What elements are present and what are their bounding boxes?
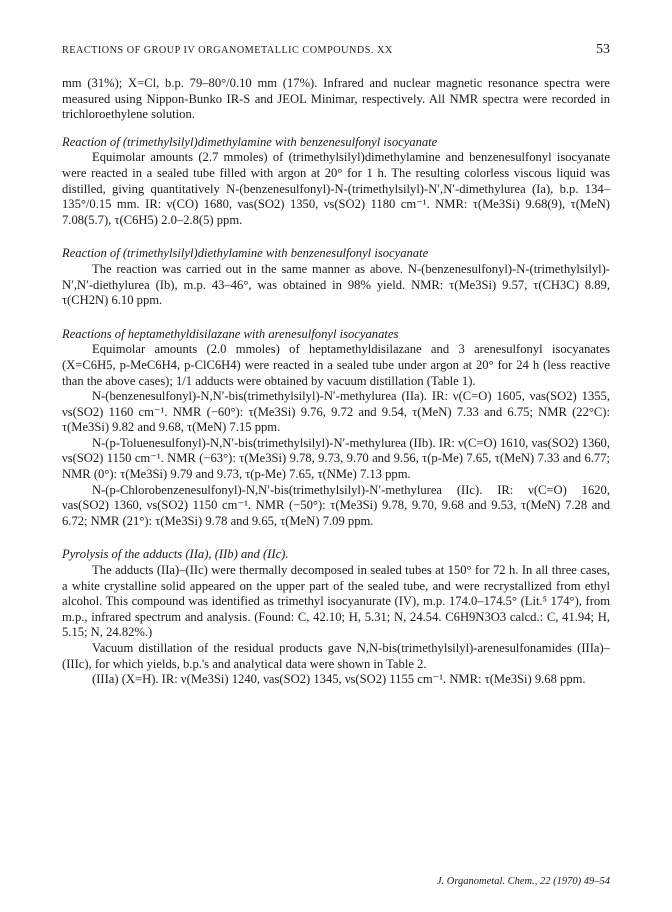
page-number: 53 [596,42,610,57]
section-heading: Reaction of (trimethylsilyl)dimethylamine with benzenesulfonyl isocyanate [62,134,438,149]
paragraph: Equimolar amounts (2.0 mmoles) of heptamethyldisilazane and 3 arenesulfonyl isocyanates (X=C6H5, p-MeC6H4, p-ClC6H4) were reacted in a sealed tube under argon at 20° for 24 h (less reactive than the above cases); 1/1 adducts were obtained by vacuum distillation (Table 1). [62,342,610,388]
paragraph: N-(p-Toluenesulfonyl)-N,N′-bis(trimethylsilyl)-N′-methylurea (IIb). IR: ν(C=O) 1610, νas(SO2) 1360, νs(SO2) 1150 cm⁻¹. NMR (−63°): τ(Me3Si) 9.78, 9.73, 9.70 and 9.56, τ(p-Me) 7.65, τ(MeN) 7.33 and 6.77; NMR (0°): τ(Me3Si) 9.79 and 9.73, τ(p-Me) 7.65, τ(NMe) 7.13 ppm. [62,435,610,482]
article-body [62,76,610,688]
paragraph: N-(p-Chlorobenzenesulfonyl)-N,N′-bis(trimethylsilyl)-N′-methylurea (IIc). IR: ν(C=O) 1620, νas(SO2) 1360, νs(SO2) 1150 cm⁻¹. NMR (−50°): τ(Me3Si) 9.78, 9.70, 9.68 and 9.53, τ(MeN) 7.28 and 6.72; NMR (21°): τ(Me3Si) 9.78 and 9.65, τ(MeN) 7.09 ppm. [62,482,610,528]
paragraph: The reaction was carried out in the same manner as above. N-(benzenesulfonyl)-N-(trimethylsilyl)-N′,N′-diethylurea (Ib), m.p. 43–46°, was obtained in 98% yield. NMR: τ(Me3Si) 9.57, τ(CH3C) 8.89, τ(CH2N) 6.10 ppm. [62,261,610,308]
paragraph: N-(benzenesulfonyl)-N,N′-bis(trimethylsilyl)-N′-methylurea (IIa). IR: ν(C=O) 1605, νas(SO2) 1355, νs(SO2) 1160 cm⁻¹. NMR (−60°): τ(Me3Si) 9.76, 9.72 and 9.54, τ(MeN) 7.33 and 6.75; NMR (22°C): τ(Me3Si) 9.82 and 9.68, τ(MeN) 7.15 ppm. [62,389,610,435]
journal-citation: J. Organometal. Chem., 22 (1970) 49–54 [436,876,610,887]
running-head: REACTIONS OF GROUP IV ORGANOMETALLIC COMPOUNDS. XX [62,45,393,56]
paragraph: The adducts (IIa)–(IIc) were thermally decomposed in sealed tubes at 150° for 72 h. In all three cases, a white crystalline solid appeared on the upper part of the sealed tube, and were recrystallized from ethyl alcohol. This compound was identified as trimethyl isocyanurate (IV), m.p. 174.0–174.5° (Lit.⁵ 174°), from m.p., infrared spectrum and analysis. (Found: C, 42.10; H, 5.31; N, 24.54. C6H9N3O3 calcd.: C, 41.94; H, 5.15; N, 24.82%.) [62,563,610,640]
section-heading: Reaction of (trimethylsilyl)diethylamine with benzenesulfonyl isocyanate [62,246,429,261]
paragraph: (IIIa) (X=H). IR: ν(Me3Si) 1240, νas(SO2) 1345, νs(SO2) 1155 cm⁻¹. NMR: τ(Me3Si) 9.68 ppm. [92,672,586,687]
paragraph: Equimolar amounts (2.7 mmoles) of (trimethylsilyl)dimethylamine and benzenesulfonyl isocyanate were reacted in a sealed tube filled with argon at 20° for 1 h. The resulting colorless viscous liquid was distilled, giving quantitatively N-(benzenesulfonyl)-N-(trimethylsilyl)-N′,N′-dimethylurea (Ia), b.p. 134–135°/0.15 mm. IR: ν(CO) 1680, νas(SO2) 1350, νs(SO2) 1180 cm⁻¹. NMR: τ(Me3Si) 9.68(9), τ(MeN) 7.08(5.7), τ(C6H5) 2.0–2.8(5) ppm. [62,150,610,227]
paragraph: mm (31%); X=Cl, b.p. 79–80°/0.10 mm (17%). Infrared and nuclear magnetic resonance spectra were measured using Nippon-Bunko IR-S and JEOL Minimar, respectively. All NMR spectra were recorded in trichloroethylene solution. [62,76,610,122]
paragraph: Vacuum distillation of the residual products gave N,N-bis(trimethylsilyl)-arenesulfonamides (IIIa)–(IIIc), for which yields, b.p.'s and analytical data were shown in Table 2. [62,641,610,671]
section-heading: Reactions of heptamethyldisilazane with arenesulfonyl isocyanates [62,326,399,341]
page-header [62,42,610,58]
section-heading: Pyrolysis of the adducts (IIa), (IIb) and (IIc). [62,547,289,562]
